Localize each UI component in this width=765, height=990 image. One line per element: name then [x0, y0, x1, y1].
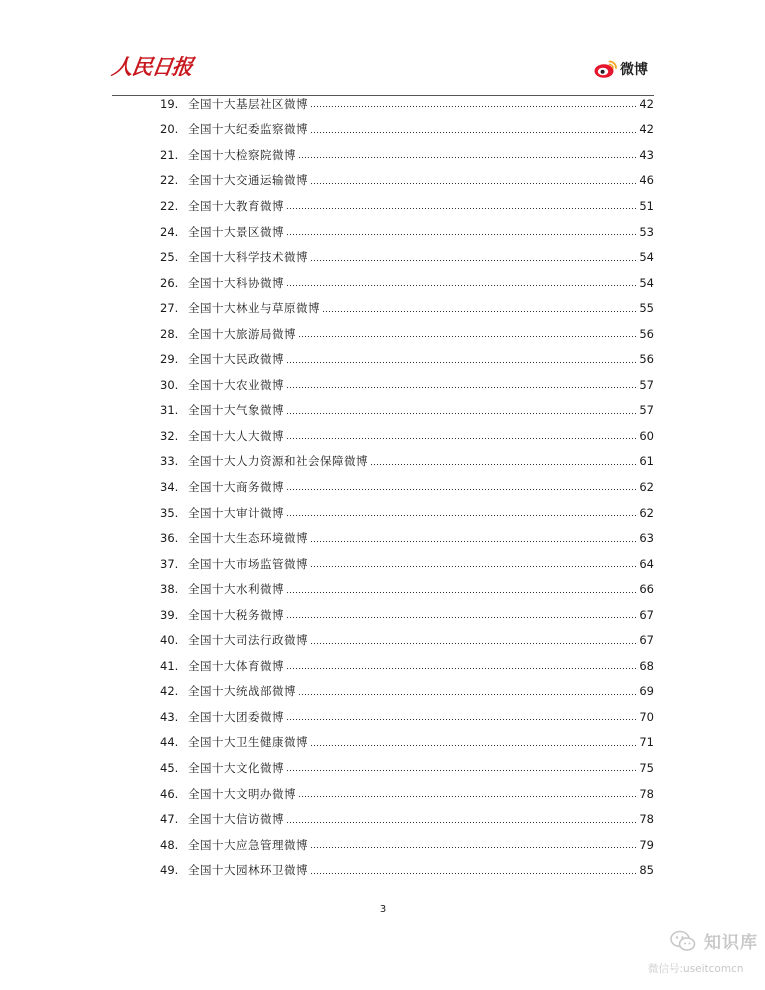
toc-entry-page: 78 — [639, 812, 654, 827]
toc-entry[interactable] — [160, 806, 654, 832]
toc-entry-page: 85 — [639, 863, 654, 878]
toc-entry-title: 全国十大园林环卫微博 — [188, 863, 308, 878]
toc-entry-page: 51 — [639, 198, 654, 213]
page-header — [0, 0, 765, 96]
toc-entry-number: 36. — [160, 531, 179, 546]
toc-entry-title: 全国十大人力资源和社会保障微博 — [188, 454, 368, 469]
toc-entry[interactable] — [160, 755, 654, 781]
toc-entry-number: 22. — [160, 198, 179, 213]
toc-entry-number: 21. — [160, 147, 179, 162]
toc-entry[interactable] — [160, 653, 654, 679]
toc-leader-dots — [310, 642, 637, 645]
toc-entry-page: 56 — [639, 326, 654, 341]
toc-entry-number: 35. — [160, 505, 179, 520]
toc-entry-title: 全国十大信访微博 — [188, 812, 284, 827]
toc-entry-title: 全国十大应急管理微博 — [188, 837, 308, 852]
toc-leader-dots — [310, 744, 637, 747]
toc-leader-dots — [286, 284, 637, 287]
toc-entry-number: 20. — [160, 122, 179, 137]
toc-leader-dots — [310, 105, 637, 108]
weibo-logo-text: 微博 — [620, 62, 648, 78]
toc-entry[interactable] — [160, 398, 654, 424]
toc-leader-dots — [286, 361, 637, 364]
toc-entry-page: 71 — [639, 735, 654, 750]
toc-leader-dots — [286, 591, 637, 594]
toc-leader-dots — [286, 437, 637, 440]
toc-leader-dots — [310, 872, 637, 875]
toc-entry-page: 67 — [639, 607, 654, 622]
toc-leader-dots — [286, 488, 637, 491]
toc-entry-title: 全国十大旅游局微博 — [188, 326, 296, 341]
toc-entry-number: 38. — [160, 582, 179, 597]
toc-entry-page: 62 — [639, 479, 654, 494]
toc-entry[interactable] — [160, 449, 654, 475]
toc-entry-number: 24. — [160, 224, 179, 239]
toc-entry-number: 41. — [160, 658, 179, 673]
toc-leader-dots — [286, 233, 637, 236]
toc-entry-title: 全国十大水利微博 — [188, 582, 284, 597]
toc-entry[interactable] — [160, 576, 654, 602]
toc-entry-number: 44. — [160, 735, 179, 750]
toc-entry[interactable] — [160, 704, 654, 730]
toc-entry-page: 43 — [639, 147, 654, 162]
toc-entry-number: 46. — [160, 786, 179, 801]
toc-entry[interactable] — [160, 219, 654, 245]
toc-entry-number: 34. — [160, 479, 179, 494]
toc-entry-page: 75 — [639, 760, 654, 775]
toc-entry-title: 全国十大司法行政微博 — [188, 633, 308, 648]
toc-entry-number: 28. — [160, 326, 179, 341]
toc-entry-title: 全国十大文明办微博 — [188, 786, 296, 801]
toc-leader-dots — [310, 131, 637, 134]
toc-entry-page: 57 — [639, 403, 654, 418]
toc-entry-page: 66 — [639, 582, 654, 597]
toc-leader-dots — [286, 821, 637, 824]
toc-entry-page: 54 — [639, 250, 654, 265]
toc-entry-title: 全国十大教育微博 — [188, 198, 284, 213]
toc-entry-title: 全国十大税务微博 — [188, 607, 284, 622]
toc-entry-number: 31. — [160, 403, 179, 418]
toc-entry-page: 57 — [639, 377, 654, 392]
toc-entry-page: 46 — [639, 173, 654, 188]
toc-entry-number: 43. — [160, 709, 179, 724]
toc-entry[interactable] — [160, 372, 654, 398]
toc-leader-dots — [310, 259, 637, 262]
toc-entry[interactable] — [160, 346, 654, 372]
toc-leader-dots — [286, 514, 637, 517]
toc-entry-title: 全国十大景区微博 — [188, 224, 284, 239]
toc-entry-title: 全国十大人大微博 — [188, 428, 284, 443]
wechat-icon — [670, 930, 696, 952]
toc-entry-page: 42 — [639, 122, 654, 137]
people-daily-logo: 人民日报 — [110, 54, 194, 79]
toc-entry-title: 全国十大统战部微博 — [188, 684, 296, 699]
toc-leader-dots — [286, 718, 637, 721]
toc-entry-page: 56 — [639, 352, 654, 367]
toc-entry[interactable] — [160, 295, 654, 321]
toc-entry-page: 79 — [639, 837, 654, 852]
toc-entry[interactable] — [160, 832, 654, 858]
toc-entry-title: 全国十大团委微博 — [188, 709, 284, 724]
toc-entry-number: 37. — [160, 556, 179, 571]
toc-entry-page: 68 — [639, 658, 654, 673]
toc-entry-title: 全国十大体育微博 — [188, 658, 284, 673]
toc-entry-title: 全国十大气象微博 — [188, 403, 284, 418]
weibo-eye-icon — [594, 59, 618, 79]
toc-entry-number: 19. — [160, 96, 179, 111]
toc-leader-dots — [370, 463, 637, 466]
page-number: 3 — [379, 904, 387, 915]
toc-entry[interactable] — [160, 602, 654, 628]
toc-entry-title: 全国十大林业与草原微博 — [188, 301, 320, 316]
toc-entry[interactable] — [160, 270, 654, 296]
toc-entry-title: 全国十大卫生健康微博 — [188, 735, 308, 750]
toc-entry[interactable] — [160, 168, 654, 194]
watermark-name: 知识库 — [704, 933, 758, 953]
toc-entry[interactable] — [160, 627, 654, 653]
toc-entry-title: 全国十大科学技术微博 — [188, 250, 308, 265]
toc-entry-page: 53 — [639, 224, 654, 239]
toc-entry-number: 30. — [160, 377, 179, 392]
toc-entry-number: 33. — [160, 454, 179, 469]
weibo-logo — [594, 58, 648, 80]
toc-entry-title: 全国十大基层社区微博 — [188, 96, 308, 111]
toc-entry-number: 45. — [160, 760, 179, 775]
toc-entry-number: 26. — [160, 275, 179, 290]
toc-entry-page: 64 — [639, 556, 654, 571]
toc-leader-dots — [310, 846, 637, 849]
toc-entry-number: 42. — [160, 684, 179, 699]
toc-entry-number: 40. — [160, 633, 179, 648]
toc-entry-title: 全国十大交通运输微博 — [188, 173, 308, 188]
toc-entry-title: 全国十大纪委监察微博 — [188, 122, 308, 137]
toc-entry-number: 32. — [160, 428, 179, 443]
toc-entry-page: 78 — [639, 786, 654, 801]
toc-leader-dots — [310, 540, 637, 543]
toc-leader-dots — [322, 310, 637, 313]
toc-entry[interactable] — [160, 474, 654, 500]
toc-leader-dots — [286, 667, 637, 670]
toc-entry-page: 55 — [639, 301, 654, 316]
toc-entry[interactable] — [160, 730, 654, 756]
toc-entry-page: 70 — [639, 709, 654, 724]
toc-entry[interactable] — [160, 525, 654, 551]
toc-leader-dots — [298, 156, 637, 159]
toc-entry[interactable] — [160, 781, 654, 807]
toc-entry-title: 全国十大文化微博 — [188, 760, 284, 775]
toc-entry-page: 60 — [639, 428, 654, 443]
toc-entry-page: 54 — [639, 275, 654, 290]
toc-entry[interactable] — [160, 142, 654, 168]
toc-entry-title: 全国十大生态环境微博 — [188, 531, 308, 546]
toc-entry[interactable] — [160, 193, 654, 219]
watermark — [648, 928, 765, 980]
toc-entry-title: 全国十大农业微博 — [188, 377, 284, 392]
toc-leader-dots — [298, 693, 637, 696]
toc-entry[interactable] — [160, 244, 654, 270]
toc-entry-number: 49. — [160, 863, 179, 878]
toc-entry[interactable] — [160, 551, 654, 577]
toc-entry-page: 61 — [639, 454, 654, 469]
toc-leader-dots — [286, 386, 637, 389]
table-of-contents — [160, 91, 654, 883]
toc-entry[interactable] — [160, 423, 654, 449]
toc-leader-dots — [286, 207, 637, 210]
toc-entry[interactable] — [160, 117, 654, 143]
watermark-subtitle: 微信号:useitcomcn — [648, 963, 744, 975]
toc-entry-number: 48. — [160, 837, 179, 852]
toc-entry[interactable] — [160, 321, 654, 347]
toc-leader-dots — [286, 616, 637, 619]
toc-entry-page: 67 — [639, 633, 654, 648]
toc-entry-number: 25. — [160, 250, 179, 265]
toc-entry-number: 22. — [160, 173, 179, 188]
toc-entry-page: 62 — [639, 505, 654, 520]
toc-leader-dots — [286, 769, 637, 772]
toc-leader-dots — [286, 412, 637, 415]
toc-entry-title: 全国十大科协微博 — [188, 275, 284, 290]
toc-leader-dots — [298, 795, 637, 798]
toc-entry-number: 29. — [160, 352, 179, 367]
toc-entry-number: 47. — [160, 812, 179, 827]
toc-entry-title: 全国十大审计微博 — [188, 505, 284, 520]
toc-entry-page: 69 — [639, 684, 654, 699]
toc-entry-title: 全国十大商务微博 — [188, 479, 284, 494]
toc-leader-dots — [298, 335, 637, 338]
toc-entry[interactable] — [160, 679, 654, 705]
toc-entry-title: 全国十大民政微博 — [188, 352, 284, 367]
toc-entry-title: 全国十大市场监管微博 — [188, 556, 308, 571]
toc-entry-page: 42 — [639, 96, 654, 111]
toc-entry[interactable] — [160, 857, 654, 883]
toc-entry[interactable] — [160, 91, 654, 117]
toc-entry-number: 27. — [160, 301, 179, 316]
toc-entry-number: 39. — [160, 607, 179, 622]
toc-entry[interactable] — [160, 500, 654, 526]
toc-entry-page: 63 — [639, 531, 654, 546]
toc-entry-title: 全国十大检察院微博 — [188, 147, 296, 162]
toc-leader-dots — [310, 565, 637, 568]
toc-leader-dots — [310, 182, 637, 185]
